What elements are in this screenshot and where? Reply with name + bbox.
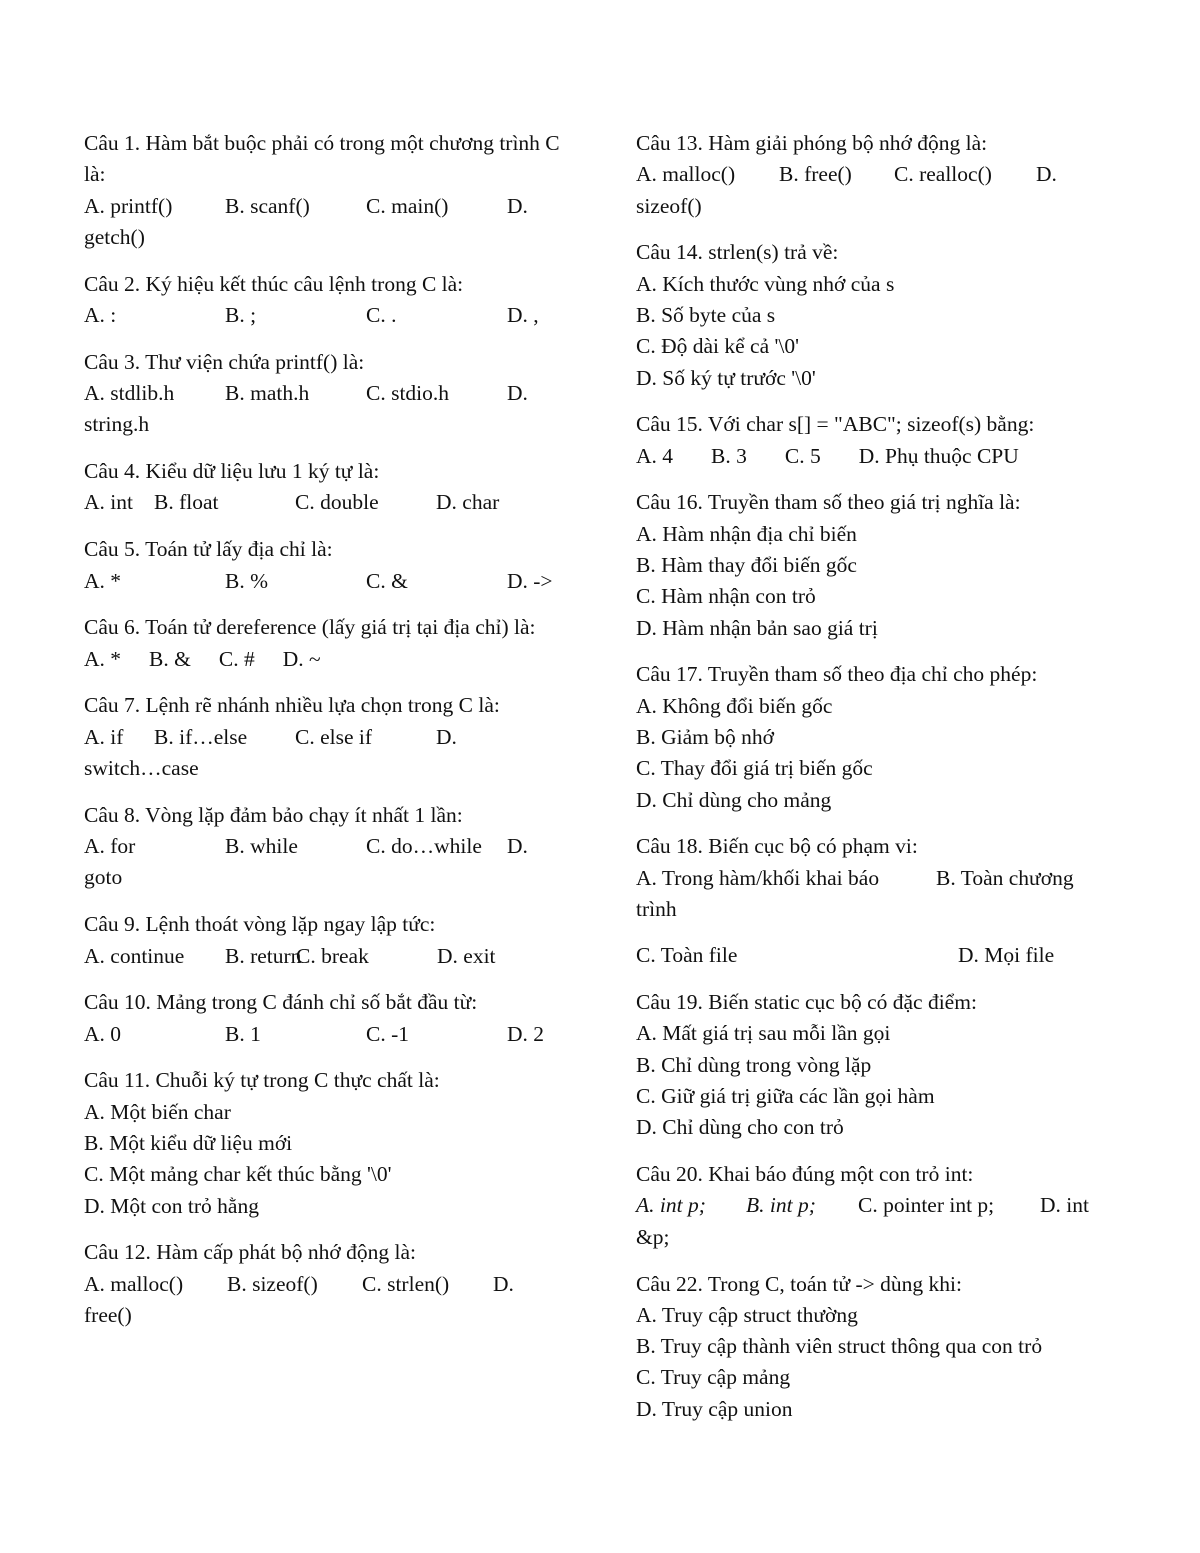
question-text: Câu 6. Toán tử dereference (lấy giá trị tại địa chỉ) là:	[84, 615, 536, 640]
options-row	[84, 378, 564, 409]
option-a: A. Truy cập struct thường	[636, 1302, 858, 1327]
option-a: A. malloc()	[636, 162, 736, 187]
question-text: Câu 15. Với char s[] = "ABC"; sizeof(s) bằng:	[636, 412, 1035, 437]
option-b: B. Hàm thay đổi biến gốc	[636, 553, 857, 578]
option-b: B. Giảm bộ nhớ	[636, 725, 774, 750]
option-c: C. main()	[366, 193, 449, 218]
option-c: C. Thay đổi giá trị biến gốc	[636, 756, 873, 781]
option-d: D. Chỉ dùng cho con trỏ	[636, 1115, 844, 1140]
option-a: A. Hàm nhận địa chỉ biến	[636, 521, 857, 546]
question-text: Câu 12. Hàm cấp phát bộ nhớ động là:	[84, 1240, 417, 1265]
option-d: D.	[436, 724, 457, 749]
question-20	[636, 1159, 1106, 1253]
option-c: C. realloc()	[894, 162, 992, 187]
question-6	[84, 612, 564, 675]
right-column	[636, 128, 1106, 1440]
option-d-continued: sizeof()	[636, 193, 702, 218]
option-a: A. *	[84, 646, 122, 671]
question-text: Câu 18. Biến cục bộ có phạm vi:	[636, 834, 918, 859]
option-b: B. Toàn chương	[936, 865, 1074, 890]
options-row	[636, 863, 1106, 894]
option-a: A. Mất giá trị sau mỗi lần gọi	[636, 1021, 891, 1046]
option-c: C. .	[366, 302, 397, 327]
option-d: D. Hàm nhận bản sao giá trị	[636, 615, 878, 640]
option-c: C. -1	[366, 1021, 409, 1046]
question-text: Câu 4. Kiểu dữ liệu lưu 1 ký tự là:	[84, 459, 380, 484]
option-a: A. :	[84, 302, 117, 327]
option-a: A. continue	[84, 943, 185, 968]
question-11	[84, 1065, 564, 1221]
question-19	[636, 987, 1106, 1143]
option-d: D. int	[1040, 1193, 1089, 1218]
options-row	[84, 191, 564, 222]
option-a: A. Không đổi biến gốc	[636, 693, 833, 718]
option-a: A. int	[84, 490, 133, 515]
option-b: B. Chỉ dùng trong vòng lặp	[636, 1052, 872, 1077]
question-text: Câu 17. Truyền tham số theo địa chỉ cho phép:	[636, 662, 1038, 687]
question-text: Câu 1. Hàm bắt buộc phải có trong một chương trình C là:	[84, 131, 560, 187]
option-c: C. break	[296, 943, 369, 968]
option-a: A. 4	[636, 443, 674, 468]
option-c: C. Truy cập mảng	[636, 1365, 791, 1390]
options-row	[84, 300, 564, 331]
option-d-continued: getch()	[84, 224, 145, 249]
option-b: B. &	[149, 646, 191, 671]
question-text: Câu 19. Biến static cục bộ có đặc điểm:	[636, 990, 977, 1015]
options-row	[84, 644, 564, 675]
option-a: A. printf()	[84, 193, 173, 218]
option-d-continued: string.h	[84, 412, 150, 437]
option-b: B. 3	[711, 443, 747, 468]
option-d: D.	[507, 193, 528, 218]
option-a: A. Một biến char	[84, 1099, 231, 1124]
option-c: C. pointer int p;	[858, 1193, 995, 1218]
option-b: B. sizeof()	[227, 1271, 318, 1296]
question-7	[84, 690, 564, 784]
option-c: C. 5	[784, 443, 821, 468]
option-d: D. exit	[437, 943, 496, 968]
option-b: B. ;	[225, 302, 257, 327]
option-b: B. scanf()	[225, 193, 310, 218]
options-row	[84, 1269, 564, 1300]
question-3	[84, 347, 564, 441]
options-row	[636, 159, 1106, 190]
option-a: A. if	[84, 724, 124, 749]
option-c: C. stdio.h	[366, 381, 450, 406]
options-row	[84, 487, 564, 518]
question-text: Câu 14. strlen(s) trả về:	[636, 240, 839, 265]
option-c: C. Toàn file	[636, 943, 738, 968]
option-a: A. int p;	[636, 1193, 706, 1218]
option-a: A. Trong hàm/khối khai báo	[636, 865, 880, 890]
option-a: A. malloc()	[84, 1271, 184, 1296]
option-a: A. Kích thước vùng nhớ của s	[636, 271, 895, 296]
option-d: D. ~	[282, 646, 321, 671]
question-22	[636, 1269, 1106, 1425]
option-c: C. Giữ giá trị giữa các lần gọi hàm	[636, 1084, 935, 1109]
question-text: Câu 2. Ký hiệu kết thúc câu lệnh trong C là:	[84, 271, 464, 296]
question-text: Câu 11. Chuỗi ký tự trong C thực chất là:	[84, 1068, 440, 1093]
question-text: Câu 7. Lệnh rẽ nhánh nhiều lựa chọn trong C là:	[84, 693, 500, 718]
option-d: D. ->	[507, 568, 553, 593]
option-c: C. &	[366, 568, 408, 593]
option-d: D. Phụ thuộc CPU	[858, 443, 1019, 468]
option-b: B. if…else	[154, 724, 248, 749]
options-row	[636, 441, 1106, 472]
option-d: D. Một con trỏ hằng	[84, 1193, 259, 1218]
question-10	[84, 987, 564, 1050]
option-d: D.	[493, 1271, 514, 1296]
option-b: B. Truy cập thành viên struct thông qua con trỏ	[636, 1334, 1043, 1359]
option-a: A. 0	[84, 1021, 122, 1046]
question-5	[84, 534, 564, 597]
option-d-continued: switch…case	[84, 756, 199, 781]
question-text: Câu 16. Truyền tham số theo giá trị nghĩa là:	[636, 490, 1021, 515]
option-b: B. Số byte của s	[636, 302, 776, 327]
option-d-continued: goto	[84, 865, 123, 890]
question-text: Câu 9. Lệnh thoát vòng lặp ngay lập tức:	[84, 912, 436, 937]
option-c: C. Độ dài kể cả '\0'	[636, 334, 799, 359]
option-c: C. Một mảng char kết thúc bằng '\0'	[84, 1162, 392, 1187]
option-d: D. Mọi file	[958, 943, 1055, 968]
option-b-continued: trình	[636, 897, 677, 922]
question-18	[636, 831, 1106, 971]
question-text: Câu 3. Thư viện chứa printf() là:	[84, 349, 365, 374]
options-row	[84, 722, 564, 753]
option-d-continued: free()	[84, 1303, 132, 1327]
question-text: Câu 10. Mảng trong C đánh chỉ số bắt đầu từ:	[84, 990, 478, 1015]
option-c: C. else if	[295, 724, 373, 749]
options-row	[636, 1190, 1106, 1221]
option-b: B. %	[225, 568, 268, 593]
option-c: C. strlen()	[362, 1271, 450, 1296]
options-row	[636, 940, 1106, 971]
option-d: D. Chỉ dùng cho mảng	[636, 787, 832, 812]
option-d: D.	[507, 381, 528, 406]
option-b: B. float	[154, 490, 219, 515]
option-b: B. Một kiểu dữ liệu mới	[84, 1131, 293, 1156]
options-row	[84, 1019, 564, 1050]
question-4	[84, 456, 564, 519]
option-c: C. #	[218, 646, 255, 671]
option-b: B. int p;	[746, 1193, 816, 1218]
question-17	[636, 659, 1106, 815]
left-column	[84, 128, 564, 1347]
options-row	[84, 831, 564, 862]
question-text: Câu 8. Vòng lặp đảm bảo chạy ít nhất 1 lần:	[84, 802, 463, 827]
question-text: Câu 22. Trong C, toán tử -> dùng khi:	[636, 1271, 962, 1296]
option-b: B. 1	[225, 1021, 261, 1046]
question-9	[84, 909, 564, 972]
question-14	[636, 237, 1106, 393]
option-b: B. free()	[779, 162, 852, 187]
options-row	[84, 566, 564, 597]
question-16	[636, 487, 1106, 643]
option-b: B. return	[225, 943, 302, 968]
question-text: Câu 13. Hàm giải phóng bộ nhớ động là:	[636, 131, 988, 155]
option-d: D.	[507, 834, 528, 859]
question-13	[636, 128, 1106, 222]
option-d: D. Truy cập union	[636, 1396, 793, 1421]
option-b: B. while	[225, 834, 298, 859]
question-8	[84, 800, 564, 894]
option-d: D.	[1036, 162, 1057, 187]
question-2	[84, 269, 564, 332]
option-d: D. ,	[507, 302, 539, 327]
option-b: B. math.h	[225, 381, 310, 406]
option-d: D. Số ký tự trước '\0'	[636, 365, 816, 390]
option-d-continued: &p;	[636, 1224, 670, 1249]
option-c: C. double	[295, 490, 379, 515]
option-d: D. char	[436, 490, 500, 515]
option-d: D. 2	[507, 1021, 545, 1046]
option-a: A. stdlib.h	[84, 381, 175, 406]
question-1	[84, 128, 564, 253]
question-text: Câu 20. Khai báo đúng một con trỏ int:	[636, 1162, 974, 1187]
option-c: C. Hàm nhận con trỏ	[636, 584, 816, 609]
option-a: A. for	[84, 834, 136, 859]
option-c: C. do…while	[366, 834, 482, 859]
question-text: Câu 5. Toán tử lấy địa chỉ là:	[84, 537, 333, 562]
question-12	[84, 1237, 564, 1331]
options-row	[84, 941, 564, 972]
question-15	[636, 409, 1106, 472]
option-a: A. *	[84, 568, 122, 593]
